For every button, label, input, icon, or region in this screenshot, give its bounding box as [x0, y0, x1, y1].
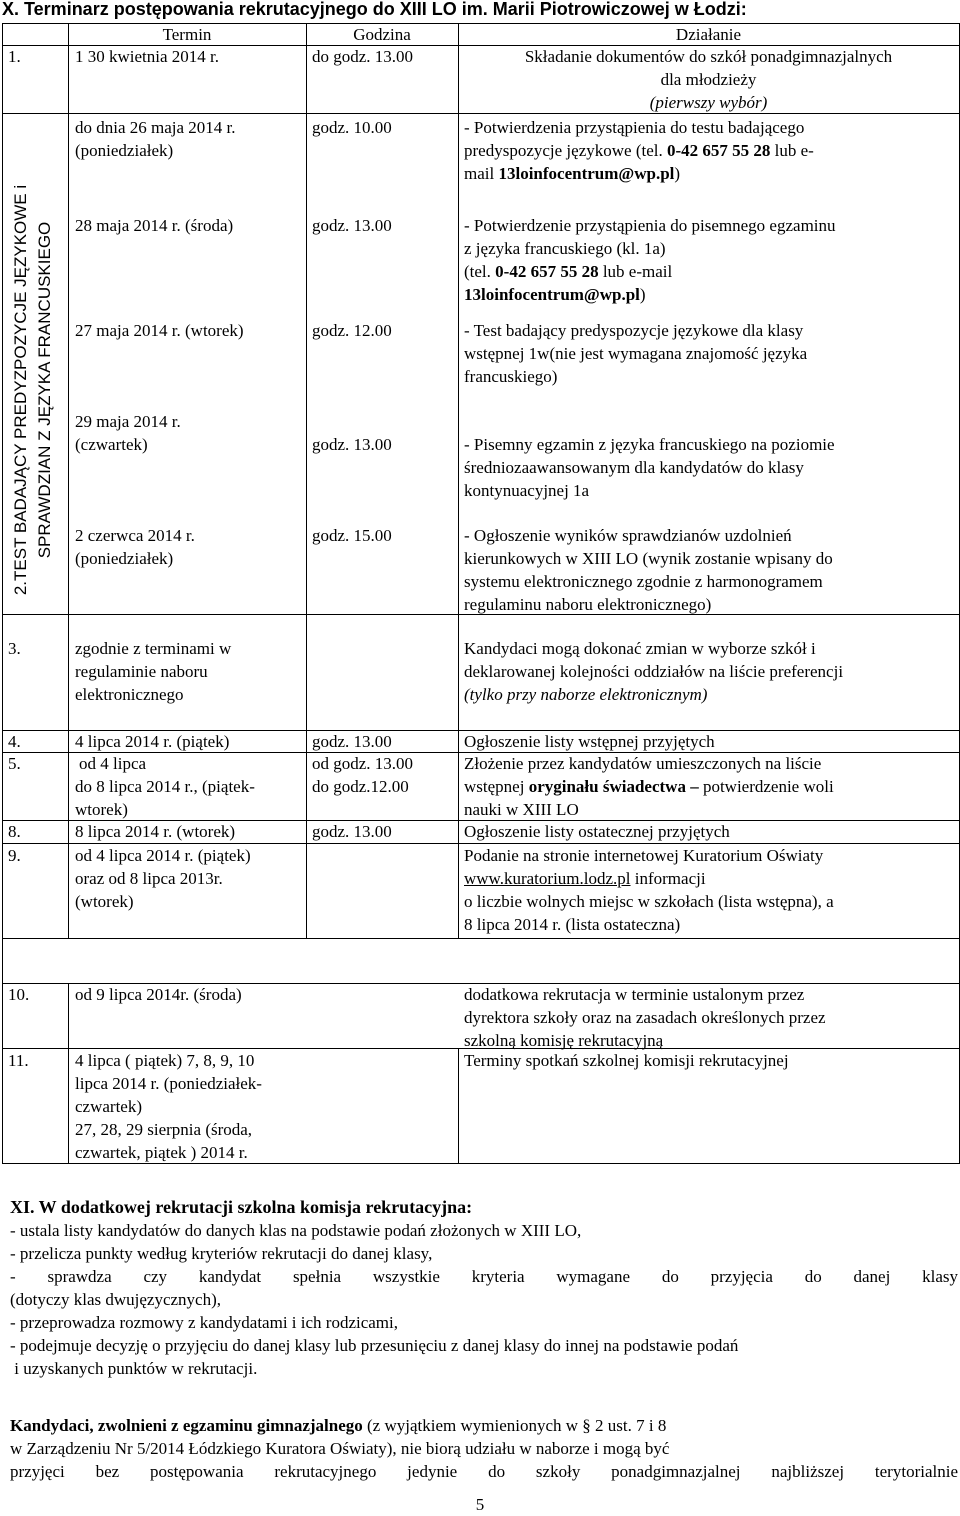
page-number: 5 — [475, 1495, 485, 1514]
row5-godzina: od godz. 13.00 do godz.12.00 — [312, 754, 414, 796]
row2b-dzialanie: - Potwierdzenie przystąpienia do pisemnego egzaminu z języka francuskiego (kl. 1a) (tel. 0-42 657 55 28 lub e-mail 13loinfocentrum@wp.pl) — [464, 216, 836, 304]
row2c-dzialanie: - Test badający predyspozycje językowe dla klasy wstępnej 1w(nie jest wymagana znajomość języka francuskiego) — [464, 321, 808, 386]
row2c-termin: 27 maja 2014 r. (wtorek) — [75, 321, 244, 340]
page-title: X. Terminarz postępowania rekrutacyjnego do XIII LO im. Marii Piotrowiczowej w Łodzi: — [2, 0, 747, 19]
row11-dzialanie: Terminy spotkań szkolnej komisji rekrutacyjnej — [464, 1051, 789, 1070]
row2a-dzialanie: - Potwierdzenia przystąpienia do testu badającego predyspozycje językowe (tel. 0-42 657 55 28 lub e- mail 13loinfocentrum@wp.pl) — [464, 118, 814, 183]
section2-vertical-label: 2.TEST BADAJĄCY PREDYZPOZYCJE JĘZYKOWE i SPRAWDZIAN Z JĘZYKA FRANCUSKIEGO — [11, 184, 54, 596]
header-dzialanie: Działanie — [675, 25, 742, 44]
row10-dzialanie: dodatkowa rekrutacja w terminie ustalonym przez dyrektora szkoły oraz na zasadach określonych przez szkolną komisję rekrutacyjną — [464, 985, 826, 1050]
row10-termin: od 9 lipca 2014r. (środa) — [75, 985, 242, 1004]
row8-number: 8. — [8, 822, 21, 841]
row2e-godzina: godz. 15.00 — [312, 526, 392, 545]
section-xi-paragraph: Kandydaci, zwolnieni z egzaminu gimnazjalnego (z wyjątkiem wymienionych w § 2 ust. 7 i 8 w Zarządzeniu Nr 5/2014 Łódzkiego Kuratora Oświaty), nie biorą udziału w naborze i mogą być przyjęci bez postępowania rekrutacyjnego jedynie do szkoły ponadgimnazjalnej najbliższej terytorialnie — [10, 1416, 958, 1481]
kuratorium-link[interactable]: www.kuratorium.lodz.pl — [464, 869, 631, 888]
row5-dzialanie: Złożenie przez kandydatów umieszczonych na liście wstępnej oryginału świadectwa – potwierdzenie woli nauki w XIII LO — [464, 754, 834, 819]
row2d-dzialanie: - Pisemny egzamin z języka francuskiego na poziomie średniozaawansowanym dla kandydatów do klasy kontynuacyjnej 1a — [464, 435, 835, 500]
row2a-termin: do dnia 26 maja 2014 r. (poniedziałek) — [75, 118, 236, 160]
row8-godzina: godz. 13.00 — [312, 822, 392, 841]
row-number: 1. — [8, 47, 21, 66]
row3-termin: zgodnie z terminami w regulaminie naboru elektronicznego — [75, 639, 232, 704]
row9-termin: od 4 lipca 2014 r. (piątek) oraz od 8 lipca 2013r. (wtorek) — [75, 846, 251, 911]
row10-number: 10. — [8, 985, 30, 1004]
row2e-termin: 2 czerwca 2014 r. (poniedziałek) — [75, 526, 195, 568]
row2b-godzina: godz. 13.00 — [312, 216, 392, 235]
row2e-dzialanie: - Ogłoszenie wyników sprawdzianów uzdolnień kierunkowych w XIII LO (wynik zostanie wpisany do systemu elektronicznego zgodnie z harmonogramem regulaminu naboru elektronicznego) — [464, 526, 833, 614]
row2a-godzina: godz. 10.00 — [312, 118, 392, 137]
header-termin: Termin — [162, 25, 212, 44]
row5-termin: od 4 lipca do 8 lipca 2014 r., (piątek- wtorek) — [75, 754, 255, 819]
row9-number: 9. — [8, 846, 21, 865]
row2d-termin: 29 maja 2014 r. (czwartek) — [75, 412, 181, 454]
row9-dzialanie: Podanie na stronie internetowej Kuratorium Oświaty www.kuratorium.lodz.pl informacji o liczbie wolnych miejsc w szkołach (lista wstępna), a 8 lipca 2014 r. (lista ostateczna) — [464, 846, 834, 934]
section-xi-list: - ustala listy kandydatów do danych klas na podstawie podań złożonych w XIII LO, - przelicza punkty według kryteriów rekrutacji do danej klasy, - sprawdza czy kandydat spełnia wszystkie kryteria wymagane do przyjęcia do danej klasy (dotyczy klas dwujęzycznych), - przeprowadza rozmowy z kandydatami i ich rodzicami, - podejmuje decyzję o przyjęciu do danej klasy lub przesunięciu z danej klasy do innej na podstawie podań i uzyskanych punktów w rekrutacji. — [10, 1221, 958, 1378]
row3-dzialanie: Kandydaci mogą dokonać zmian w wyborze szkół i deklarowanej kolejności oddziałów na liście preferencji (tylko przy naborze elektronicznym) — [464, 639, 844, 704]
row4-dzialanie: Ogłoszenie listy wstępnej przyjętych — [464, 732, 715, 751]
row1-termin: 1 30 kwietnia 2014 r. — [75, 47, 220, 66]
row5-number: 5. — [8, 754, 21, 773]
row1-godzina: do godz. 13.00 — [312, 47, 414, 66]
row1-dzialanie: Składanie dokumentów do szkół ponadgimnazjalnych dla młodzieży (pierwszy wybór) — [524, 47, 893, 112]
row11-number: 11. — [8, 1051, 29, 1070]
row8-dzialanie: Ogłoszenie listy ostatecznej przyjętych — [464, 822, 730, 841]
row2c-godzina: godz. 12.00 — [312, 321, 392, 340]
header-godzina: Godzina — [353, 25, 411, 44]
row4-termin: 4 lipca 2014 r. (piątek) — [75, 732, 230, 751]
row11-termin: 4 lipca ( piątek) 7, 8, 9, 10 lipca 2014 r. (poniedziałek- czwartek) 27, 28, 29 sierpnia (środa, czwartek, piątek ) 2014 r. — [75, 1051, 262, 1162]
row2b-termin: 28 maja 2014 r. (środa) — [75, 216, 234, 235]
row4-godzina: godz. 13.00 — [312, 732, 392, 751]
row4-number: 4. — [8, 732, 21, 751]
row3-number: 3. — [8, 639, 21, 658]
section-xi-heading: XI. W dodatkowej rekrutacji szkolna komisja rekrutacyjna: — [10, 1197, 473, 1217]
row8-termin: 8 lipca 2014 r. (wtorek) — [75, 822, 236, 841]
row2d-godzina: godz. 13.00 — [312, 435, 392, 454]
